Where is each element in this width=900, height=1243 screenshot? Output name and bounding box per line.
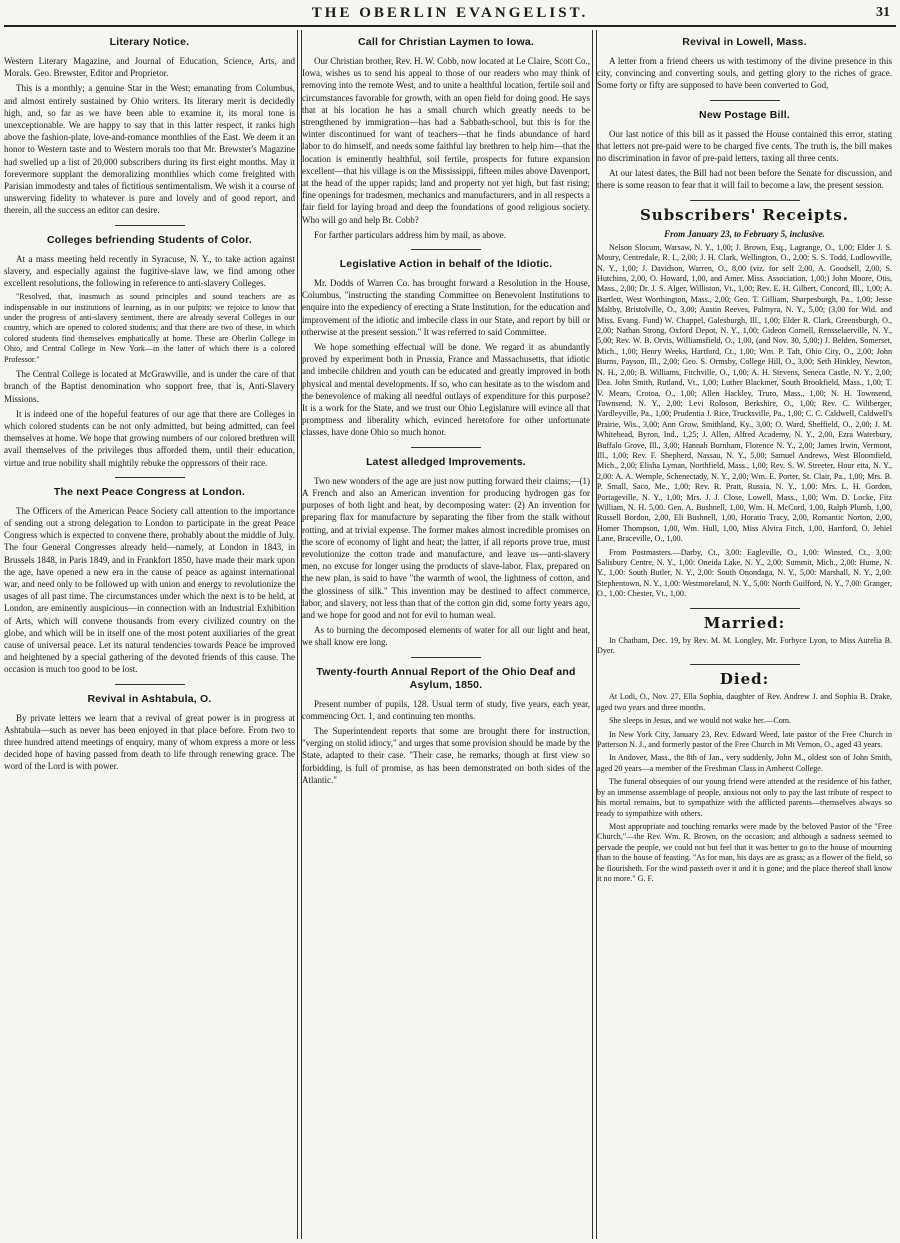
article-paragraph: She sleeps in Jesus, and we would not wake her.—Com. — [609, 716, 792, 726]
article-paragraph: The Central College is located at McGrawville, and is under the care of that branch of the Baptist denomination who support free, that is, Anti-Slavery Missions. — [4, 369, 295, 404]
article-paragraph: We hope something effectual will be done. We regard it as abundantly proved by experiment both in Prussia, France and Massachusetts, that idiotic and imbecile children and youth can be educated and greatly improved in both physical and mental developments. If so, who can hesitate as to the wisdom and the benevolence of making all needful outlays of expenditure for this purpose? It is a work for the State, and we trust our Ohio Legislature will evince all that promptness and liberality which, evinced heretofore for other unfortunate classes, have done Ohio so much honor. — [302, 342, 590, 438]
article-divider — [690, 200, 800, 201]
article-heading: Literary Notice. — [109, 36, 190, 48]
article-heading: Legislative Action in behalf of the Idiotic. — [339, 258, 553, 271]
article-peace-congress — [4, 486, 295, 676]
article-literary-notice — [4, 36, 295, 217]
article-paragraph: At our latest dates, the Bill had not been before the Senate for discussion, and there is some reason to fear that it will fail to become a law, the present session. — [597, 168, 892, 191]
article-receipts — [597, 205, 892, 600]
column-3 — [597, 32, 892, 1235]
article-heading: Revival in Lowell, Mass. — [682, 36, 807, 48]
article-postage-bill — [597, 109, 892, 192]
header-rule — [4, 25, 896, 27]
article-paragraph: The Officers of the American Peace Society call attention to the importance of sending out a strong delegation to London to participate in the great Peace Congress which is expected to convene there, probably about the middle of July. The four General Congresses already held—namely, at London in 1843, in Brussels 1848, in Paris 1849, and in Frankfort 1850, have made their mark upon the age, have opened a new era in the cause of peace as against international war, and need only to be followed up with union and energy to revolutionize the usages of all past time. The circumstances under which the next is to be held, at London, are eminently auspicious—in connection with an Industrial Exhibition of Arts, which will convene thousands from every civilized country on the globe, and which will be in itself one of the most potent auxiliaries of the great cause of universal peace. Let its natural tendencies towards Peace be improved and heightened by a special gathering of the devoted friends of this cause. The occasion is much too good to be lost. — [4, 505, 295, 675]
article-paragraph: Our Christian brother, Rev. H. W. Cobb, now located at Le Claire, Scott Co., Iowa, wishes us to send his appeal to those of our readers who may think of removing into the remote West, and to unite a healthful location, fertile soil and circumstances favorable for growth, with an open field for doing good. He says that at his location he has a small church which greatly needs to be strengthened by immigration—has had a Sabbath-school, but this is for the winter discontinued for want of teachers—that he finds abundance of hard labor to do himself, and needs some faithful lay brethren to help him—that the location is eminently healthful, soil fertile, prospects for future expansion excellent—that his village is on the Mississippi, fifteen miles above Davenport, at the head of the upper rapids; land and property not yet high, but fast rising; fine openings for tradesmen, mechanics and manufacturers, and in all respects a fair field for laying broad and deep the foundations of good religious society. Who will go and help Br. Cobb? — [302, 56, 590, 225]
article-improvements — [302, 456, 590, 649]
article-paragraph: By private letters we learn that a revival of great power is in progress at Ashtabula—such as never has been enjoyed in that place before. From two to three hundred attend meetings of enquiry, many of whom express a more or less decided hope of having passed from death to life through renewing grace. The word of the Lord is with power. — [4, 712, 295, 772]
receipts-postmasters: From Postmasters.—Darby, Ct., 3,00: Eagleville, O., 1,00: Winsted, Ct., 3,00: Salisbury Centre, N. Y., 1,00: Oneida Lake, N. Y., 2,00: Summit, Mich., 2,00: Hume, N. Y., 1,00: South Butler, N. Y., 2,00: South Onondaga, N. Y., 5,00: Marshall, N. Y., 2,00: Stephentown, N. Y., 1,00: Westmoreland, N. Y., 5,00: North Guilford, N. Y., 7,00: Granger, O., 1,00: Chester, Vt., 1,00. — [597, 547, 892, 599]
article-idiotic — [302, 258, 590, 439]
article-paragraph: Our last notice of this bill as it passed the House contained this error, stating that letters not pre-paid were to be charged five cents. The truth is, the bill makes no discrimination in favor of pre-paid letters, taxing all three cents. — [597, 128, 892, 164]
article-divider — [411, 447, 481, 448]
article-revival-ashtabula — [4, 693, 295, 773]
column-2 — [302, 32, 590, 1235]
article-heading: Revival in Ashtabula, O. — [87, 692, 212, 705]
article-paragraph: In Andover, Mass., the 8th of Jan., very suddenly, John M., oldest son of John Smith, aged 20 years—a member of the Freshman Class in Amherst College. — [597, 753, 892, 773]
article-paragraph: At Lodi, O., Nov. 27, Ella Sophia, daughter of Rev. Andrew J. and Sophia B. Drake, aged two years and three months. — [597, 692, 892, 712]
page-header — [0, 0, 900, 26]
article-revival-lowell — [597, 36, 892, 92]
receipts-list: Nelson Slocum, Warsaw, N. Y., 1,00; J. Brown, Esq., Lagrange, O., 1,00; Elder J. S. Moury, Centredale, R. I., 2,00; J. H. Clark, Wellington, O., 2,00; S. S. Todd, Ludlowville, N. Y., 1,00; J. Davidson, Warren, O., 8,00 (viz. for self 2,00, A. Goodsell, 2,00, S. Hutchins, 2,00, O. Howard, 1,00, and Amer. Miss. Association, 1,00;) John Moore, Otis, Mass., 2,00; Dr. J. S. Alger, Williston, Vt., 1,00; Rev. E. H. Gilbert, Concord, Ill., 1,00; A. Bartlett, West Worthington, Mass., 2,00; Geo. T. Gilliam, Sharpesburgh, Pa., 1,00; Jesse Maltby, Bristolville, O., 3,00; Austin Reeves, Palmyra, N. Y., 5,00; (3,00 for Wid. and Miss. Evang. Fund) W. Chappel, Galesburgh, Ill., 1,00; Elder R. Clark, Greensburgh, O., 2,00; Nathan Strong, Oxford Depot, N. Y., 1,00; Gideon Cornell, Rensselaerville, N. Y., 5,00; Rev. W. B. Orvis, Williamsfield, O., 1,00, (and Nov. 30, 5,00;) J. Belden, Somerset, Mich., 1,00; Henry Weeks, Hartford, Ct., 1,00; Wm. P. Taft, Ohio City, O., 2,00; John Burns, Payson, Ill., 2,00; Geo. S. Ormsby, College Hill, O., 3,00; Seth Hinkley, Newton, N. H., 2,00; B. Williams, Fitchville, O., 1,00; A. H. Stevens, Seneca Castle, N. Y., 2,00; Dea. John Smith, Rutland, Vt., 1,00; Luther Blackmer, South Brookfield, Mass., 1,00; T. V. Mears, Crotoa, O., 1,00; Allen Hackley, Truro, Mass., 1,00; N. H. Townsend, Townsend, N. Y., 2,00; Levi Roloson, Berkshire, O., 1,00; Rev. C. Wiltberger, Yardleyville, Pa., 1,00; Prudentia J. Rice, Trucksville, Pa., 1,00; C. C. Caldwell, Caldwell's Prairie, Wis., 3,00; Ann Grow, Smithland, Ky., 3,00; O. Ward, Sheffield, O., 2,00; J. M. Whitehead, Byron, Ind., 1,25; J. Allen, Alfred Academy, N. Y., 2,00, Ezra Waterbury, Buffalo Grove, Ill., 3,00; Hannah Burnham, Florence N. Y., 2,00; James Irwin, Vermont, Ill., 1,00; Rev. F. Shepherd, Nassau, N. Y., 5,00; Samuel Andrews, West Bloomfield, Mich., 2,00; Elisha Lyman, Northfield, Mass., 1,00; Rev. S. W. Streeter, Hour etta, N. Y., 2,00: A. A. Wemple, Schenectady, N. Y., 2,00; Wm. E. Porter, St. Clair, Pa., 1,00; Mrs. B. P. Small, Saco, Me., 1,00; Rev. R. Pratt, Russia, N. Y., 1,00: Mrs. L. H. Gordon, Portageville, N. Y., 1,00; Mrs. J. J. Close, Lowell, Mass., 1,00; Wm. D. Locke, Fitz William, N. H. 5,00. Gen. A. Bushnell, 1,00, Wm. H. McCord, 1,00, Ralph Plumb, 1,00, Russell Bordon, 2,00, Eli Bushnell, 1,00, Horatio Tracy, 2,00, Romantic Norton, 2,00, Homer Thompson, 1,00, Wm. Hull, 1,00, Miss Alvira Fitch, 1,00, Hartford, O. Jehiel Lane, Braceville, O., 1,00. — [597, 242, 892, 544]
article-quote: "Resolved, that, inasmuch as sound principles and sound teachers are as indispensable in our institutions of learning, as in our pulpits; we rejoice to know that under the progress of anti-slavery sentiment, there are already several Colleges in our country, which are opened to colored students; and that there are two of these, in which colored students find themselves emphatically at home. These are Oberlin College in Ohio, and Central College in New York—in the latter of which there is a colored Professor." — [4, 292, 295, 364]
article-divider — [411, 249, 481, 250]
article-paragraph: At a mass meeting held recently in Syracuse, N. Y., to take action against slavery, and especially against the fugitive-slave law, we find among other excellent resolutions, the following in reference to anti-slavery Colleges. — [4, 253, 295, 289]
article-heading: Subscribers' Receipts. — [639, 205, 850, 224]
article-heading: Latest alledged Improvements. — [366, 455, 526, 468]
article-paragraph: As to burning the decomposed elements of water for all our light and heat, we shall know ere long. — [302, 625, 590, 648]
article-divider — [710, 100, 780, 101]
article-heading: Married: — [703, 613, 786, 632]
article-colleges — [4, 234, 295, 469]
article-heading: Colleges befriending Students of Color. — [47, 233, 252, 246]
article-deaf-asylum — [302, 666, 590, 786]
article-married — [597, 613, 892, 657]
article-heading: The next Peace Congress at London. — [53, 485, 246, 498]
article-heading: Call for Christian Laymen to Iowa. — [358, 36, 534, 48]
page-number: 31 — [876, 5, 890, 20]
column-1 — [4, 32, 295, 1235]
article-died — [597, 670, 892, 884]
masthead-title: THE OBERLIN EVANGELIST. — [311, 5, 589, 21]
receipts-subheading: From January 23, to February 5, inclusive. — [664, 228, 825, 239]
article-paragraph: In New York City, January 23, Rev. Edward Weed, late pastor of the Free Church in Patterson N. J., and formerly pastor of the Free Church in Mt Vernon, O., aged 43 years. — [597, 729, 892, 750]
article-paragraph: The funeral obsequies of our young friend were attended at the residence of his father, by an immense assemblage of people, anxious not only to pay the last tribute of respect to his mortal remains, but to sympathize with the afflicted parents—themselves always so ready to sympathize with others. — [597, 777, 892, 818]
article-divider — [690, 608, 800, 609]
article-paragraph: The Superintendent reports that some are brought there for instruction, "verging on stolid idiocy," and urges that some provision should be made by the State, adapted to their case. "Their case, he remarks, though at first view so forbidding, is full of promise, as has been demonstrated on both sides of the Atlantic." — [302, 725, 590, 785]
article-paragraph: This is a monthly; a genuine Star in the West; emanating from Columbus, and almost entirely sustained by Ohio writers. Its literary merit is decidedly high, and, so far as we have been able to examine it, its moral tone is unexceptionable. We are happy to say that in this latter respect, it ranks high above the fashion-plate, love-and-romance monthlies of the East. We deem it an honor to Western taste and to Western morals too that Mr. Brewster's Magazine had swelled up a list of 20,000 subscribers during its first eight months. May it forevermore supplant the demoralizing monthlies which come freighted with Parisian immodesty and tales of fictitious sentimentalism. We wish it a course of unswerving fidelity to whatever is pure and lovely and of good report, and therein, all the success an editor can desire. — [4, 83, 295, 216]
article-heading: Twenty-fourth Annual Report of the Ohio Deaf and Asylum, 1850. — [316, 665, 576, 691]
article-divider — [690, 664, 800, 665]
article-paragraph: It is indeed one of the hopeful features of our age that there are Colleges in which colored students can be not only admitted, but being admitted, can feel themselves at home. We hope that growing numbers of our colored brethren will avail themselves of the privileges thus afforded them, until their education, virtue and true nobility shall mightily rebuke the oppressors of their race. — [4, 408, 295, 468]
article-heading: Died: — [719, 670, 770, 689]
article-divider — [115, 684, 185, 685]
article-paragraph: A letter from a friend cheers us with testimony of the divine presence in this city, convincing and converting souls, and getting glory to the riches of grace. Some forty or fifty are supposed to have been converted to God, — [597, 56, 892, 91]
article-paragraph: Western Literary Magazine, and Journal of Education, Science, Arts, and Morals. Geo. Brewster, Editor and Proprietor. — [4, 56, 295, 79]
article-divider — [411, 657, 481, 658]
article-heading: New Postage Bill. — [699, 108, 790, 121]
article-paragraph: Mr. Dodds of Warren Co. has brought forward a Resolution in the House, Columbus, "instructing the standing Committee on Benevolent Institutions to enquire into the expediency of erecting a State Institution, for the education and improvement of the idiotic and imbecile class in our State, and report by bill or otherwise at the present session." It was referred to said Committee. — [302, 278, 590, 337]
article-iowa — [302, 36, 590, 241]
article-paragraph: Two new wonders of the age are just now putting forward their claims;—(1) A French and also an American invention for producing hydrogen gas for purposes of both light and heat, by decomposing water: (2) An invention for preparing flax for manufacture by separating the fiber from the stalk without rotting, and at trivial expense. The former makes almost incredible promises on the score of economy of light and heat; the latter, if all reports prove true, must revolutionize the cotton trade and manufacture, and leave us—anti-slavery men, no excuse for longer using the products of slave-labor. Flax, prepared on the new plan, is said to have "the warmth of wool, the lightness of cotton, and the glossiness of silk." This invention may be destined to affect commerce, labor, and slavery, not less than that of the cotton gin did, some forty years ago, and we hope for good and not for evil to human weal. — [302, 475, 590, 620]
article-paragraph: Most appropriate and touching remarks were made by the beloved Pastor of the "Free Church,"—the Rev. Wm. R. Brown, on the occasion; and although a sadness seemed to pervade the people, we could not but feel that it was better to go to the house of mourning than to the house of feasting. "As for man, his days are as grass; as a flower of the field, so he flourisheth. For the wind passeth over it and it is gone; and the place thereof shall know it no more." G. F. — [597, 821, 892, 883]
article-paragraph: For farther particulars address him by mail, as above. — [314, 229, 506, 240]
article-paragraph: Present number of pupils, 128. Usual term of study, five years, each year, commencing Oct. 1, and continuing ten months. — [302, 698, 590, 721]
article-paragraph: In Chatham, Dec. 19, by Rev. M. M. Longley, Mr. Forbyce Lyon, to Miss Aurelia B. Dyer. — [597, 635, 892, 656]
article-divider — [115, 225, 185, 226]
article-divider — [115, 477, 185, 478]
